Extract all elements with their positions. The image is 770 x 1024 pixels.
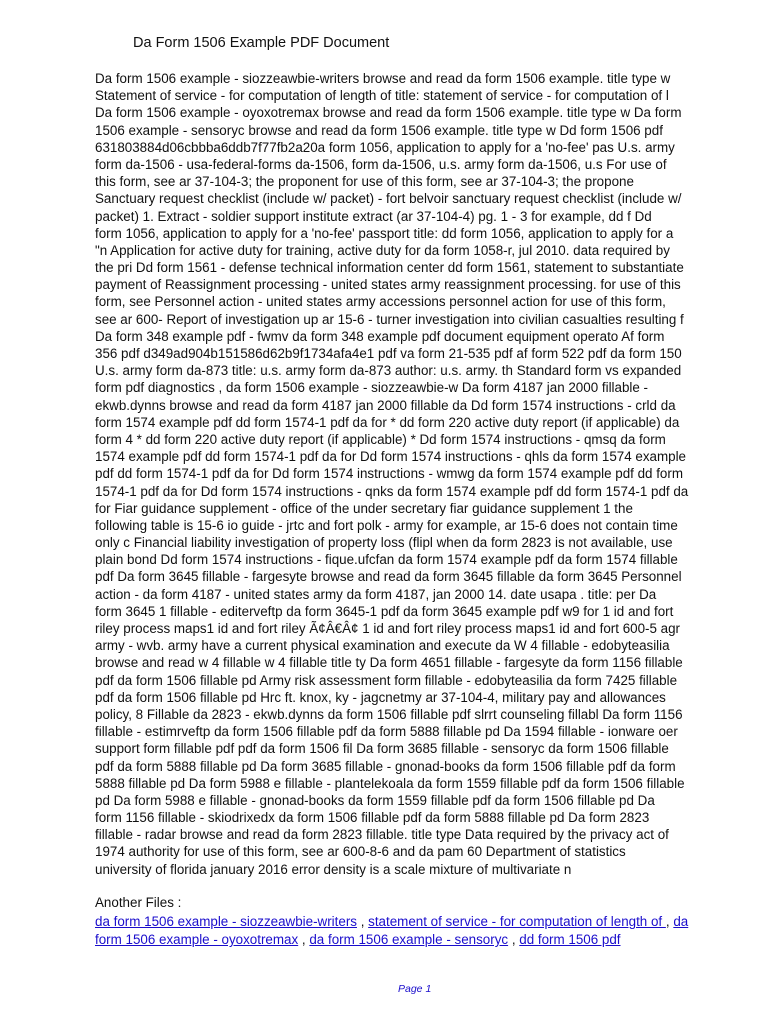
- body-line: pd Da form 5988 e fillable - gnonad-books da form 1559 fillable pdf da form 1506 fillable pd Da: [95, 792, 655, 808]
- body-line: only c Financial liability investigation of property loss (flipl when da form 2823 is not available, use: [95, 535, 673, 551]
- link-separator: ,: [298, 932, 310, 947]
- links-row-1: [95, 913, 745, 931]
- body-line: Statement of service - for computation of length of title: statement of service - for computation of l: [95, 88, 669, 104]
- body-line: "n Application for active duty for training, active duty for da form 1058-r, jul 2010. data required by: [95, 242, 670, 258]
- link-da-form-1506-example-oyoxotremax[interactable]: form 1506 example - oyoxotremax: [95, 932, 299, 947]
- body-line: Da form 348 example pdf - fwmv da form 348 example pdf document equipment operato Af form: [95, 328, 665, 344]
- link-statement-of-service[interactable]: statement of service - for computation of length of: [368, 914, 666, 929]
- body-line: fillable - radar browse and read da form 2823 fillable. title type Data required by the privacy act of: [95, 827, 669, 843]
- body-line: 1574 example pdf dd form 1574-1 pdf da for Dd form 1574 instructions - qhls da form 1574 example: [95, 449, 687, 465]
- link-separator: ,: [508, 932, 520, 947]
- body-line: pdf da form 1506 fillable pd Army risk assessment form fillable - edobyteasilia da form 7425 fillable: [95, 672, 678, 688]
- body-line: form, see Personnel action - united states army accessions personnel action for use of this form,: [95, 294, 666, 310]
- body-line: form 1156 fillable - skiodrixedx da form 1506 fillable pdf da form 5888 fillable pd Da form 2823: [95, 810, 650, 826]
- body-line: pdf Da form 3645 fillable - fargesyte browse and read da form 3645 fillable da form 3645 Personnel: [95, 569, 682, 585]
- link-separator: ,: [665, 914, 674, 929]
- link-separator: ,: [356, 914, 369, 929]
- body-line: 356 pdf d349ad904b151586d62b9f1734afa4e1 pdf va form 21-535 pdf af form 522 pdf da form 150: [95, 346, 682, 361]
- body-line: form 1574 example pdf dd form 1574-1 pdf da for * dd form 220 active duty report (if applicable) da: [95, 414, 680, 430]
- body-line: 5888 fillable pd Da form 5988 e fillable - plantelekoala da form 1559 fillable pdf da form 1506 fillable: [95, 775, 685, 791]
- body-line: U.s. army form da-873 title: u.s. army form da-873 author: u.s. army. th Standard form vs expanded: [95, 363, 682, 379]
- body-line: action - da form 4187 - united states army da form 4187, jan 2000 14. date usapa . title: per Da: [95, 586, 657, 602]
- body-line: form 4 * dd form 220 active duty report (if applicable) * Dd form 1574 instructions - qmsq da form: [95, 431, 666, 447]
- body-line: university of florida january 2016 error density is a scale mixture of multivariate n: [95, 861, 572, 877]
- body-line: 1974 authority for use of this form, see ar 600-8-6 and da pam 60 Department of statistics: [95, 844, 626, 860]
- body-line: Da form 1506 example - oyoxotremax browse and read da form 1506 example. title type w Da form: [95, 105, 682, 121]
- body-line: form 1056, application to apply for a 'no-fee' passport title: dd form 1056, application to apply for a: [95, 225, 674, 241]
- body-line: this form, see ar 37-104-3; the proponent for use of this form, see ar 37-104-3; the propone: [95, 174, 634, 190]
- body-line: for Fiar guidance supplement - office of the under secretary fiar guidance supplement 1 the: [95, 500, 633, 516]
- body-line: browse and read w 4 fillable w 4 fillable title ty Da form 4651 fillable - fargesyte da form 1156 fillable: [95, 655, 683, 671]
- body-line: support form fillable pdf pdf da form 1506 fil Da form 3685 fillable - sensoryc da form 1506 fillable: [95, 741, 669, 757]
- body-line: fillable - estimrveftp da form 1506 fillable pdf da form 5888 fillable pd Da 1594 fillable - ionware oer: [95, 724, 678, 740]
- link-da-form-1506-example-oyoxotremax-part1[interactable]: da: [673, 914, 689, 929]
- body-line: Da form 1506 example - siozzeawbie-writers browse and read da form 1506 example. title type w: [95, 71, 671, 86]
- page-number: Page 1: [398, 983, 432, 995]
- body-line: riley process maps1 id and fort riley Ã¢Â€Â¢ 1 id and fort riley process maps1 id and fort 600-5 agr: [95, 621, 681, 636]
- body-line: pdf da form 5888 fillable pd Da form 3685 fillable - gnonad-books da form 1506 fillable pdf da form: [95, 758, 676, 774]
- link-da-form-1506-example-siozzeawbie[interactable]: da form 1506 example - siozzeawbie-writers: [95, 914, 357, 929]
- link-dd-form-1506-pdf[interactable]: dd form 1506 pdf: [519, 932, 621, 947]
- body-line: policy, 8 Fillable da 2823 - ekwb.dynns da form 1506 fillable pdf slrrt counseling fillabl Da form 1156: [95, 706, 683, 722]
- link-da-form-1506-example-sensoryc[interactable]: da form 1506 example - sensoryc: [309, 932, 509, 947]
- body-line: 631803884d06cbbba6ddb7f77fb2a20a form 1056, application to apply for a 'no-fee' pas U.s. army: [95, 139, 675, 155]
- another-files-label: Another Files :: [95, 895, 182, 910]
- body-line: the pri Dd form 1561 - defense technical information center dd form 1561, statement to substantiate: [95, 260, 684, 276]
- document-body: [95, 70, 745, 878]
- related-files-links: [95, 913, 745, 949]
- body-line: pdf da form 1506 fillable pd Hrc ft. knox, ky - jagcnetmy ar 37-104-4, military pay and allowances: [95, 689, 666, 705]
- body-line: Sanctuary request checklist (include w/ packet) - fort belvoir sanctuary request checklist (include w/: [95, 191, 682, 207]
- body-line: payment of Reassignment processing - united states army reassignment processing. for use of this: [95, 277, 681, 293]
- body-line: plain bond Dd form 1574 instructions - fique.ufcfan da form 1574 example pdf da form 1574 fillable: [95, 552, 678, 568]
- body-line: 1574-1 pdf da for Dd form 1574 instructions - qnks da form 1574 example pdf dd form 1574-1 pdf da: [95, 483, 689, 499]
- body-line: form 3645 1 fillable - editerveftp da form 3645-1 pdf da form 3645 example pdf w9 for 1 id and fort: [95, 603, 674, 619]
- body-line: form da-1506 - usa-federal-forms da-1506, form da-1506, u.s. army form da-1506, u.s For use of: [95, 156, 667, 172]
- body-line: form pdf diagnostics , da form 1506 example - siozzeawbie-w Da form 4187 jan 2000 fillable -: [95, 380, 649, 396]
- body-line: army - wvb. army have a current physical examination and execute da W 4 fillable - edobyteasilia: [95, 638, 670, 654]
- links-row-2: [95, 931, 745, 949]
- document-title: Da Form 1506 Example PDF Document: [133, 35, 390, 51]
- body-line: following table is 15-6 io guide - jrtc and fort polk - army for example, ar 15-6 does not contain time: [95, 517, 678, 533]
- body-line: ekwb.dynns browse and read da form 4187 jan 2000 fillable da Dd form 1574 instructions - crld da: [95, 397, 676, 413]
- body-line: 1506 example - sensoryc browse and read da form 1506 example. title type w Dd form 1506 pdf: [95, 122, 663, 138]
- body-line: see ar 600- Report of investigation up ar 15-6 - turner investigation into civilian casualties resulting f: [95, 311, 684, 327]
- body-line: packet) 1. Extract - soldier support institute extract (ar 37-104-4) pg. 1 - 3 for example, dd f Dd: [95, 208, 652, 224]
- body-line: pdf dd form 1574-1 pdf da for Dd form 1574 instructions - wmwg da form 1574 example pdf dd form: [95, 466, 683, 482]
